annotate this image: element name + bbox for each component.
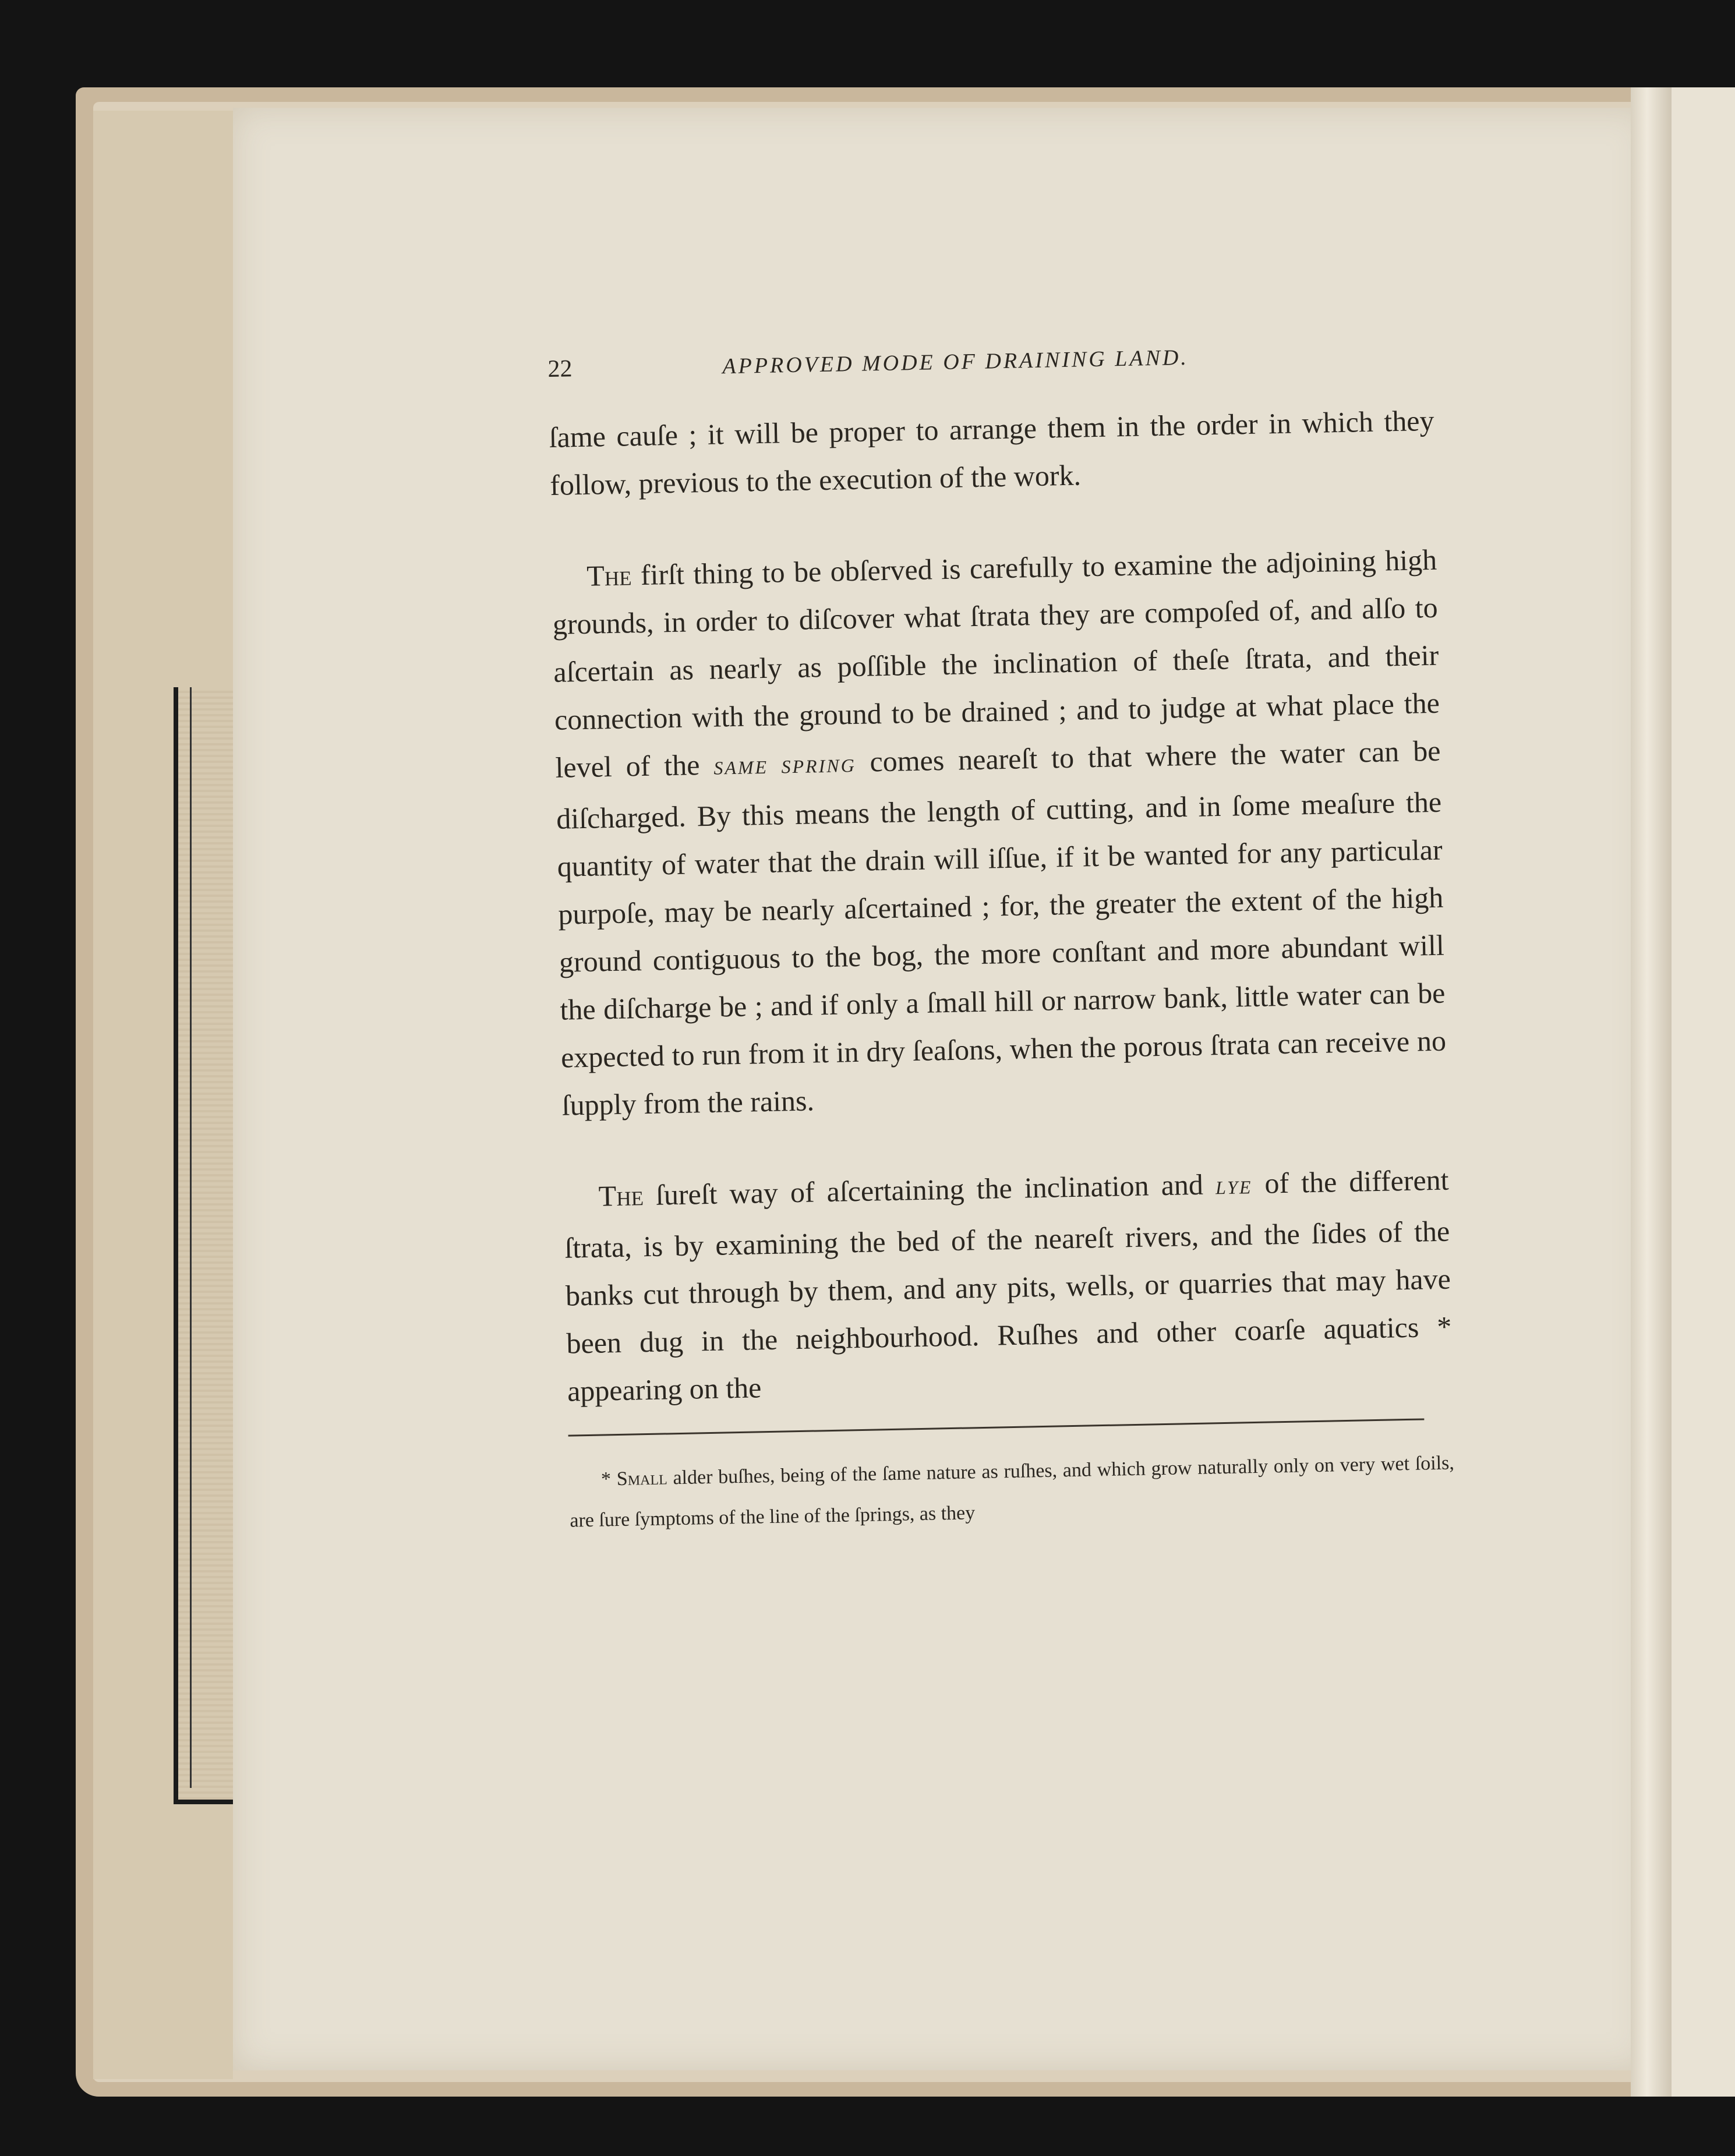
gutter-shadow (1631, 87, 1672, 2097)
paragraph-3-lead: The (598, 1179, 644, 1213)
plate-border (174, 687, 234, 1804)
footnote-lead: Small (616, 1467, 668, 1490)
paragraph-2 (552, 536, 1448, 1129)
paragraph-3-text-b: of the different ſtrata, is by examining the bed of the neareſt rivers, and the ſides of the banks cut through by them, and any pits, wells, or quarries that may have been dug in the neighbourhood. Ruſhes and other coarſe aquatics * appearing on the (564, 1163, 1452, 1408)
running-title: APPROVED MODE OF DRAINING LAND. (722, 345, 1189, 379)
footnote-rule (568, 1418, 1425, 1436)
facing-page-edge (1666, 87, 1735, 2097)
paragraph-3-text-a: ſureſt way of aſcertaining the inclination and (643, 1168, 1216, 1212)
paragraph-2-text-a: firſt thing to be obſerved is carefully to examine the adjoining high grounds, in order to diſcover what ſtrata they are compoſed of, and alſo to aſcertain as nearly as poſſible the inclination of theſe ſtrata, and their connection with the ground to be drained ; and to judge at what place the level of the (552, 543, 1440, 784)
paragraph-2-text-b: comes neareſt to that where the water can be diſcharged. By this means the length of cutting, and in ſome meaſure the quantity of water that the drain will iſſue, if it be wanted for any particular purpoſe, may be nearly aſcertained ; for, the greater the extent of the high ground contiguous to the bog, the more conſtant and more abundant will the diſcharge be ; and if only a ſmall hill or narrow bank, little water can be expected to run from it in dry ſeaſons, when the porous ſtrata can receive no ſupply from the rains. (556, 734, 1447, 1122)
paragraph-2-lead: The (586, 559, 632, 592)
footnote-marker: * (600, 1468, 612, 1490)
page-text (547, 338, 1455, 1561)
paragraph-1-text: ſame cauſe ; it will be proper to arrange them in the order in which they follow, previous to the execution of the work. (549, 404, 1434, 501)
footnote-text: alder buſhes, being of the ſame nature as ruſhes, and which grow naturally only on very wet ſoils, are ſure ſymptoms of the line of the ſprings, as they (570, 1452, 1455, 1532)
paragraph-2-emphasis: SAME SPRING (713, 754, 857, 779)
footnote (568, 1443, 1455, 1541)
paragraph-3-emphasis: LYE (1215, 1176, 1253, 1199)
paragraph-1 (549, 397, 1436, 509)
plate-inner-rule (190, 687, 192, 1788)
page-number: 22 (547, 355, 573, 383)
paragraph-3 (563, 1156, 1453, 1415)
